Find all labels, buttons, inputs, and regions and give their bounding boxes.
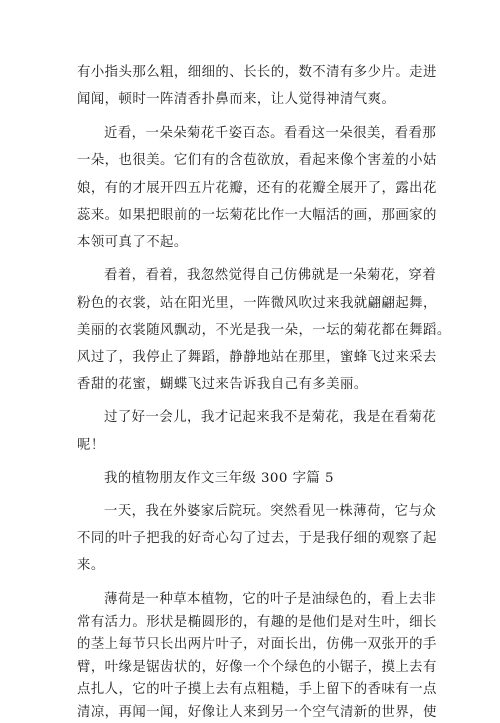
paragraph-line: 近看，一朵朵菊花千姿百态。看看这一朵很美，看看那 <box>104 126 437 141</box>
paragraph-line: 的茎上每节只长出两片叶子，对面长出，仿佛一双张开的手 <box>77 637 437 652</box>
paragraph-line: 薄荷是一种草本植物，它的叶子是油绿色的，看上去非 <box>104 592 437 607</box>
paragraph-line: 闻闻，顿时一阵清香扑鼻而来，让人觉得神清气爽。 <box>77 92 396 107</box>
paragraph-line: 娘，有的才展开四五片花瓣，还有的花瓣全展开了，露出花 <box>77 181 437 196</box>
paragraph-line: 清凉，再闻一闻，好像让人来到另一个空气清新的世界，使 <box>77 704 437 720</box>
paragraph-line: 看着，看着，我忽然觉得自己仿佛就是一朵菊花，穿着 <box>104 268 437 283</box>
paragraph-line: 来。 <box>77 558 105 573</box>
section-heading: 我的植物朋友作文三年级 300 字篇 5 <box>104 471 334 486</box>
paragraph-line: 点扎人，它的叶子摸上去有点粗糙，手上留下的香味有一点 <box>77 682 437 697</box>
paragraph-line: 风过了，我停止了舞蹈，静静地站在那里，蜜蜂飞过来采去 <box>77 350 437 365</box>
paragraph-line: 美丽的衣裳随风飘动，不光是我一朵，一坛的菊花都在舞蹈。 <box>77 323 451 338</box>
paragraph-line: 一朵，也很美。它们有的含苞欲放，看起来像个害羞的小姑 <box>77 153 437 168</box>
paragraph-line: 香甜的花蜜，蝴蝶飞过来告诉我自己有多美丽。 <box>77 377 368 392</box>
paragraph-line: 粉色的衣裳，站在阳光里，一阵微风吹过来我就翩翩起舞， <box>77 296 437 311</box>
paragraph-line: 不同的叶子把我的好奇心勾了过去，于是我仔细的观察了起 <box>77 531 437 546</box>
paragraph-line: 臂，叶缘是锯齿状的，好像一个个绿色的小锯子，摸上去有 <box>77 659 437 675</box>
paragraph-line: 呢！ <box>77 438 105 453</box>
paragraph-line: 一天，我在外婆家后院玩。突然看见一株薄荷，它与众 <box>104 504 437 519</box>
paragraph-line: 过了好一会儿，我才记起来我不是菊花，我是在看菊花 <box>104 410 437 425</box>
paragraph-line: 有小指头那么粗，细细的、长长的，数不清有多少片。走进 <box>77 65 437 80</box>
paragraph-line: 本领可真了不起。 <box>77 235 188 250</box>
paragraph-line: 常有活力。形状是椭圆形的，有趣的是他们是对生叶，细长 <box>77 614 437 630</box>
paragraph-line: 蕊来。如果把眼前的一坛菊花比作一大幅活的画，那画家的 <box>77 208 437 223</box>
